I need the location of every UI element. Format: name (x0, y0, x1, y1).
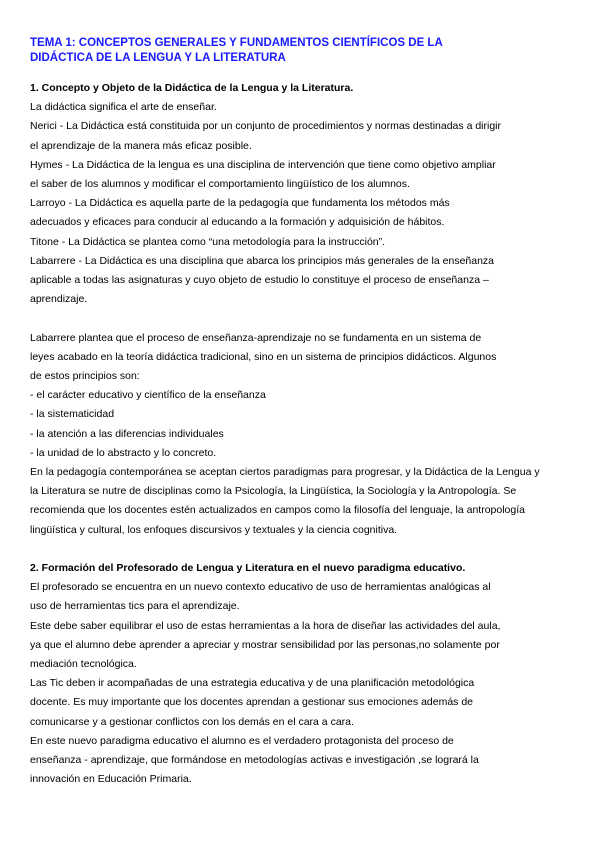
paragraph-line: El profesorado se encuentra en un nuevo contexto educativo de uso de herramientas analógicas al (30, 581, 491, 594)
document-title (30, 36, 575, 66)
paragraph-line: Las Tic deben ir acompañadas de una estrategia educativa y de una planificación metodológica (30, 677, 475, 690)
paragraph-gap (30, 309, 575, 328)
paragraph-line: adecuados y eficaces para conducir al educando a la formación y adquisición de hábitos. (30, 216, 445, 229)
paragraph-line: Hymes - La Didáctica de la lengua es una disciplina de intervención que tiene como objetivo ampliar (30, 158, 496, 171)
paragraph-line: Titone - La Didáctica se plantea como “una metodología para la instrucción”. (30, 235, 386, 248)
paragraph-line: mediación tecnológica. (30, 658, 137, 671)
paragraph-line: recomienda que los docentes estén actualizados en campos como la filosofía del lenguaje, la antropología (30, 504, 525, 517)
paragraph-line: enseñanza - aprendizaje, que formándose en metodologías activas e investigación ,se logrará la (30, 754, 479, 767)
paragraph-line: Nerici - La Didáctica está constituida por un conjunto de procedimientos y normas destinadas a dirigir (30, 120, 501, 133)
paragraph-line: leyes acabado en la teoría didáctica tradicional, sino en un sistema de principios didácticos. Algunos (30, 350, 497, 363)
paragraph-line: La didáctica significa el arte de enseñar. (30, 101, 217, 114)
section-1 (30, 79, 575, 540)
paragraph-line: docente. Es muy importante que los docentes aprendan a gestionar sus emociones además de (30, 696, 474, 709)
paragraph-line: aprendizaje. (30, 293, 88, 306)
list-item: - la sistematicidad (30, 408, 115, 421)
list-item: - la atención a las diferencias individuales (30, 427, 224, 440)
paragraph-line: innovación en Educación Primaria. (30, 773, 192, 786)
paragraph-line: Este debe saber equilibrar el uso de estas herramientas a la hora de diseñar las actividades del aula, (30, 619, 501, 632)
paragraph-line: de estos principios son: (30, 370, 140, 383)
list-item: - la unidad de lo abstracto y lo concreto. (30, 446, 217, 459)
paragraph-line: Labarrere plantea que el proceso de enseñanza-aprendizaje no se fundamenta en un sistema de (30, 331, 482, 344)
paragraph-line: el saber de los alumnos y modificar el comportamiento lingüístico de los alumnos. (30, 178, 410, 191)
paragraph-line: En este nuevo paradigma educativo el alumno es el verdadero protagonista del proceso de (30, 734, 454, 747)
list-item: - el carácter educativo y científico de la enseñanza (30, 389, 266, 402)
title-line: DIDÁCTICA DE LA LENGUA Y LA LITERATURA (30, 52, 286, 64)
title-line: TEMA 1: CONCEPTOS GENERALES Y FUNDAMENTOS CIENTÍFICOS DE LA (30, 37, 443, 49)
document-page (30, 36, 575, 789)
section-2 (30, 559, 575, 789)
paragraph-line: el aprendizaje de la manera más eficaz posible. (30, 139, 252, 152)
paragraph-line: la Literatura se nutre de disciplinas como la Psicología, la Lingüística, la Sociología y la Antropología. Se (30, 485, 517, 498)
paragraph-line: uso de herramientas tics para el aprendizaje. (30, 600, 240, 613)
section-gap (30, 540, 575, 559)
section-2-heading: 2. Formación del Profesorado de Lengua y Literatura en el nuevo paradigma educativo. (30, 562, 466, 575)
paragraph-line: lingüística y cultural, los enfoques discursivos y textuales y la ciencia cognitiva. (30, 523, 398, 536)
paragraph-line: En la pedagogía contemporánea se aceptan ciertos paradigmas para progresar, y la Didáctica de la Lengua y (30, 466, 540, 479)
paragraph-line: Larroyo - La Didáctica es aquella parte de la pedagogía que fundamenta los métodos más (30, 197, 450, 210)
paragraph-line: Labarrere - La Didáctica es una disciplina que abarca los principios más generales de la enseñanza (30, 254, 495, 267)
section-1-heading: 1. Concepto y Objeto de la Didáctica de la Lengua y la Literatura. (30, 82, 354, 94)
paragraph-line: comunicarse y a gestionar conflictos con los demás en el cara a cara. (30, 715, 354, 728)
paragraph-line: ya que el alumno debe aprender a apreciar y mostrar sensibilidad por las personas,no solamente por (30, 638, 500, 651)
paragraph-line: aplicable a todas las asignaturas y cuyo objeto de estudio lo constituye el proceso de enseñanza – (30, 274, 489, 287)
